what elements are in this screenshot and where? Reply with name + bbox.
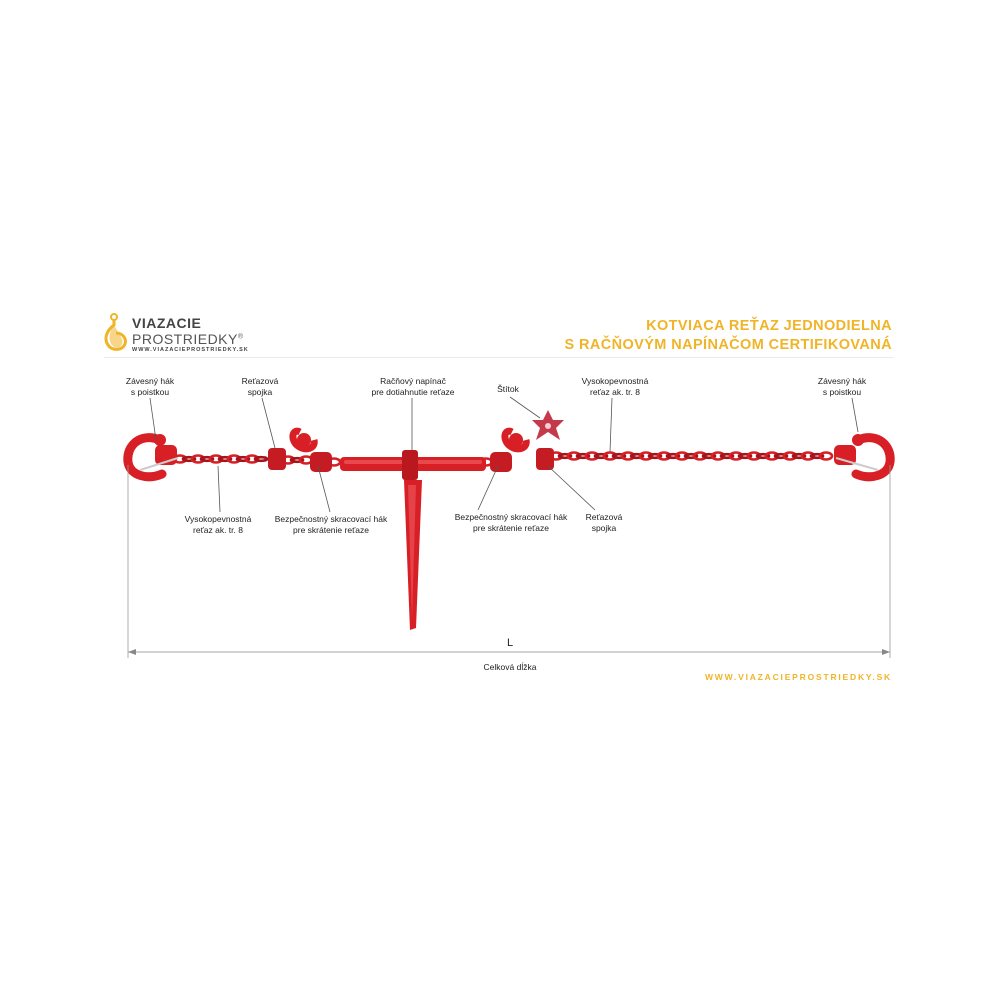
label-link-right-line1: Reťazová — [585, 512, 623, 522]
right-coupling-and-shortening-hook — [490, 431, 554, 472]
label-chain-right-line2: reťaz ak. tr. 8 — [590, 387, 640, 397]
brand-name-line2-text: PROSTRIEDKY — [132, 331, 238, 347]
label-chain-left — [168, 514, 268, 536]
label-ratchet-line1: Račňový napínač — [380, 376, 446, 386]
brand-name-line1: VIAZACIE — [132, 315, 202, 331]
label-link-right-line2: spojka — [591, 523, 617, 533]
tag-plate — [532, 410, 564, 440]
label-chain-left-line1: Vysokopevnostná — [184, 514, 252, 524]
label-shorten-right — [446, 512, 576, 534]
dimension-symbol: L — [506, 637, 514, 649]
label-hook-left-line1: Závesný hák — [125, 376, 175, 386]
label-tag-line1: Štítok — [497, 384, 519, 394]
label-hook-left-line2: s poistkou — [130, 387, 170, 397]
label-hook-right — [800, 376, 884, 398]
dimension-caption: Celková dĺžka — [483, 662, 537, 672]
label-link-left-line2: spojka — [247, 387, 273, 397]
label-ratchet-line2: pre dotiahnutie reťaze — [371, 387, 455, 397]
dimension-line — [128, 465, 890, 658]
label-shorten-left-line2: pre skrátenie reťaze — [293, 525, 369, 535]
left-hook — [128, 434, 178, 477]
label-link-left-line1: Reťazová — [241, 376, 279, 386]
label-link-right — [572, 512, 636, 534]
label-hook-right-line2: s poistkou — [822, 387, 862, 397]
website-url: WWW.VIAZACIEPROSTRIEDKY.SK — [704, 672, 892, 682]
chain-link — [255, 457, 267, 461]
label-chain-right — [570, 376, 660, 398]
label-shorten-left — [266, 514, 396, 536]
title-line2: S RAČŇOVÝM NAPÍNAČOM CERTIFIKOVANÁ — [564, 337, 892, 353]
label-hook-left — [108, 376, 192, 398]
label-shorten-right-line1: Bezpečnostný skracovací hák — [454, 512, 568, 522]
title-line1: KOTVIACA REŤAZ JEDNODIELNA — [646, 318, 892, 334]
label-chain-right-line1: Vysokopevnostná — [581, 376, 649, 386]
label-hook-right-line1: Závesný hák — [817, 376, 867, 386]
label-tag — [486, 384, 530, 395]
ratchet-binder — [340, 450, 486, 630]
registered-mark: ® — [237, 333, 244, 341]
left-coupling-and-shortening-hook — [268, 431, 332, 472]
label-chain-left-line2: reťaz ak. tr. 8 — [193, 525, 243, 535]
label-shorten-right-line2: pre skrátenie reťaze — [473, 523, 549, 533]
label-shorten-left-line1: Bezpečnostný skracovací hák — [274, 514, 388, 524]
label-link-left — [228, 376, 292, 398]
right-hook — [834, 434, 890, 477]
brand-url: WWW.VIAZACIEPROSTRIEDKY.SK — [132, 347, 249, 353]
label-ratchet — [358, 376, 468, 398]
